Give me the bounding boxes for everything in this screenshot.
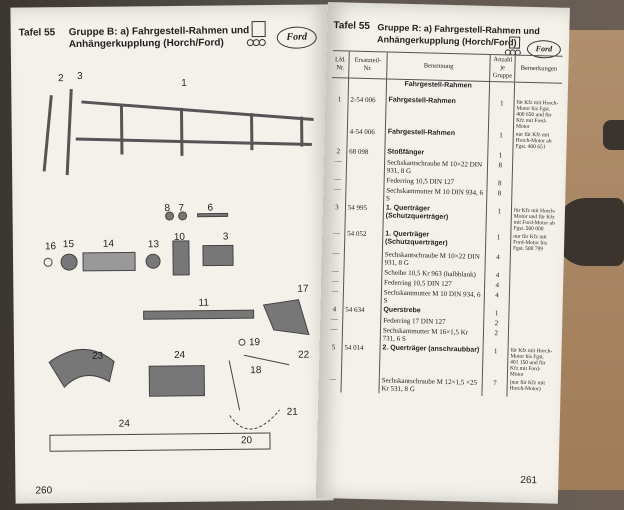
cell-qty: 1 — [484, 308, 509, 319]
part-num-20: 21 — [286, 406, 298, 418]
cell-nr: — — [333, 175, 342, 184]
cell-nr: — — [329, 375, 337, 384]
col-bemerkungen: Bemerkungen — [515, 55, 563, 83]
cell-qty: 1 — [486, 232, 511, 253]
cell-qty: 1 — [483, 346, 508, 379]
cell-nr: 5 — [331, 343, 336, 352]
part-num-1: 1 — [181, 77, 187, 89]
cell-name: Sechskantschraube M 12×1,5 ×25 Kr 531, 8 G — [379, 375, 483, 396]
parts-table — [324, 50, 562, 398]
right-page — [316, 2, 570, 504]
cell-qty: 1 — [488, 150, 513, 161]
cell-name: Sechskantschraube M 10×22 DIN 931, 8 G — [382, 249, 486, 270]
cell-nr: — — [331, 267, 339, 276]
part-num-12: 13 — [147, 239, 160, 251]
part-num-15: 16 — [44, 241, 57, 253]
col-anzahl: Anzahl je Gruppe — [490, 54, 515, 82]
cell-name: 1. Querträger (Schutzquerträger) — [383, 203, 487, 232]
ford-logo: Ford — [277, 26, 317, 48]
cell-rem: (nur für Kfz mit Horch-Motor) — [507, 378, 555, 397]
part-num-18: 19 — [248, 337, 261, 349]
cell-rem: für Kfz mit Horch-Motor bis Fgst. 400 650 und für Kfz mit Ford-Motor — [513, 99, 561, 132]
cell-nr: — — [330, 315, 338, 324]
cell-part: 54 014 — [341, 342, 380, 375]
part-num-22: 23 — [92, 350, 104, 362]
cell-name: Sechskantschraube M 10×22 DIN 931, 8 G — [384, 157, 488, 178]
cell-qty: 4 — [485, 290, 510, 309]
ford-logo-right: Ford — [527, 40, 561, 59]
cell-qty: 8 — [487, 178, 512, 189]
cell-name: Federring 10,5 DIN 127 — [381, 277, 485, 290]
cell-rem: für Kfz mit Horch-Motor und für Kfz mit Ford-Motor ab Fgst. 500 000 — [511, 207, 559, 234]
cell-part: 68 098 — [347, 147, 385, 158]
part-num-17: 18 — [250, 365, 262, 377]
left-page-number: 260 — [35, 485, 53, 497]
cell-nr — [330, 126, 347, 146]
cell-nr: — — [332, 249, 340, 258]
cell-name: 2. Querträger (anschraubbar) — [379, 343, 483, 378]
cell-rem: für Kfz mit Horch-Motor bis Fgst. 401 150 und für Kfz mit Ford-Motor — [507, 347, 555, 380]
part-num-14: 15 — [62, 239, 75, 251]
cell-nr: 3 — [335, 203, 339, 212]
part-num-2: 2 — [58, 73, 64, 85]
cell-qty: 4 — [485, 280, 510, 291]
part-num-11: 11 — [198, 297, 209, 309]
cell-rem — [510, 253, 558, 272]
cell-rem — [512, 189, 560, 208]
cell-qty: 4 — [485, 252, 510, 271]
part-num-8: 7 — [178, 202, 185, 214]
clamp-top — [603, 120, 624, 150]
cell-nr: — — [333, 185, 341, 194]
col-lfd-nr: Lfd. Nr. — [332, 51, 349, 78]
part-num-24: 24 — [118, 418, 130, 430]
cell-nr: 4 — [332, 305, 337, 314]
cell-qty: 7 — [482, 378, 507, 397]
right-title: Tafel 55 — [333, 20, 371, 33]
cell-rem — [508, 329, 556, 348]
right-page-number: 261 — [520, 474, 538, 487]
right-group-line2: Anhängerkupplung (Horch/Ford) — [376, 34, 517, 48]
cell-name: Fahrgestell-Rahmen — [385, 127, 489, 150]
part-num-7: 6 — [207, 202, 214, 214]
cell-nr: — — [331, 287, 339, 296]
cell-name: Federring 10,5 DIN 127 — [384, 175, 488, 188]
cell-part — [345, 184, 383, 203]
left-group-line2: Anhängerkupplung (Horch/Ford) — [68, 37, 224, 51]
left-group: Gruppe B: a) Fahrgestell-Rahmen und — [68, 25, 250, 39]
cell-rem — [512, 161, 560, 180]
section-title: Fahrgestell-Rahmen — [386, 79, 490, 98]
cell-part: 54 995 — [345, 202, 384, 229]
part-24-box — [50, 433, 270, 451]
small-parts — [44, 211, 310, 432]
cell-name: Sechskantmutter M 10 DIN 934, 6 S — [381, 287, 485, 308]
part-num-13: 14 — [102, 238, 115, 250]
part-num-19: 20 — [240, 435, 253, 447]
cell-name: Sechskantmutter M 10 DIN 934, 6 S — [383, 185, 487, 206]
cell-qty: 8 — [488, 160, 513, 179]
cell-name: Sechskantmutter M 16×1,5 Kr 731, 6 S — [380, 325, 484, 346]
cell-part — [341, 374, 379, 393]
cell-nr: — — [332, 229, 340, 238]
cell-part: 2-54 006 — [347, 95, 386, 128]
cell-part — [342, 324, 380, 343]
part-num-3: 3 — [77, 70, 83, 82]
cell-qty: 2 — [484, 328, 509, 347]
cell-qty: 2 — [484, 318, 509, 329]
cell-qty: 1 — [486, 206, 511, 233]
cell-nr: — — [334, 157, 342, 166]
clamp — [556, 198, 624, 266]
cell-qty: 4 — [485, 270, 510, 281]
cell-name: Scheibe 10,5 Kr 963 (halbblank) — [382, 267, 486, 280]
cell-nr: 1 — [337, 95, 342, 104]
cell-part — [343, 286, 381, 305]
cell-part: 54 634 — [343, 304, 381, 315]
cell-name: Querstrebe — [381, 305, 485, 318]
cell-part — [344, 248, 382, 267]
cell-rem: nur für Kfz mit Horch-Motor ab Fgst. 400 651 — [513, 131, 561, 152]
col-ersatzteil-nr: Ersatzteil-Nr. — [349, 51, 388, 79]
part-num-23: 24 — [174, 349, 186, 361]
cell-qty: 8 — [487, 188, 512, 207]
part-num-21: 22 — [298, 349, 310, 361]
cell-part: 4-54 006 — [347, 127, 386, 148]
cell-nr: — — [331, 277, 339, 286]
left-title: Tafel 55 — [18, 27, 56, 39]
col-benennung: Benennung — [387, 52, 491, 82]
cell-qty: 1 — [489, 98, 514, 131]
cell-part: 54 052 — [344, 228, 383, 249]
cell-qty: 1 — [488, 130, 513, 151]
cell-rem — [509, 291, 557, 310]
cell-name: Fahrgestell-Rahmen — [385, 95, 489, 130]
cell-rem: nur für Kfz mit Ford-Motor bis Fgst. 500 799 — [510, 233, 558, 254]
frame-drawing — [43, 87, 314, 176]
left-page — [10, 4, 333, 503]
cell-part — [346, 157, 384, 176]
cell-nr: — — [330, 325, 338, 334]
part-num-10: 10 — [173, 231, 186, 243]
cell-nr: 2 — [336, 147, 341, 156]
part-num-6: 3 — [222, 231, 229, 243]
cell-name: Federring 17 DIN 127 — [381, 315, 485, 328]
right-group: Gruppe R: a) Fahrgestell-Rahmen und — [377, 22, 540, 37]
part-num-16: 17 — [297, 283, 309, 295]
cell-name: 1. Querträger (Schutzquerträger) — [382, 229, 486, 252]
part-num-9: 8 — [164, 203, 171, 215]
cell-name: Stoßfänger — [385, 147, 489, 160]
